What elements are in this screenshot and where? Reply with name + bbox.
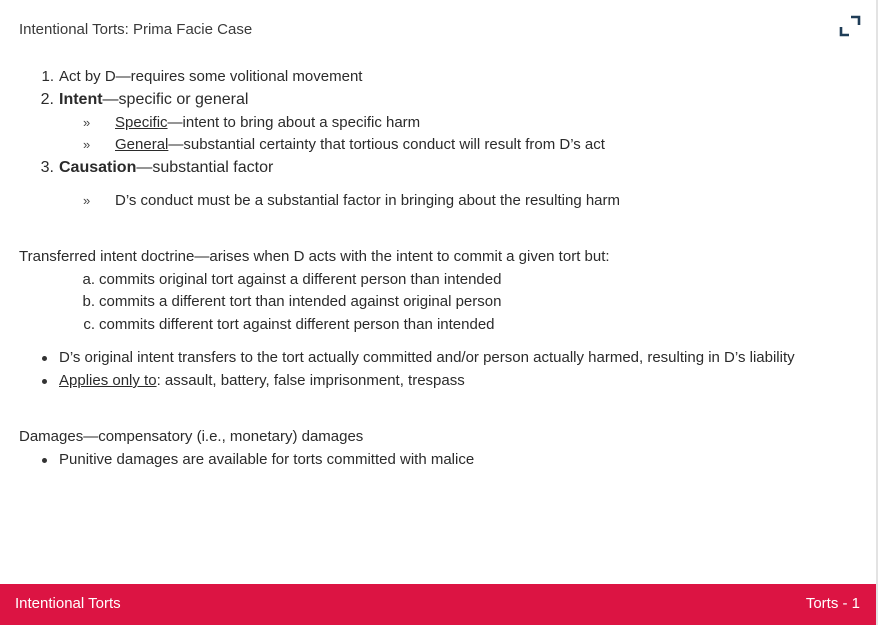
damages-heading: Damages—compensatory (i.e., monetary) damages <box>19 428 364 445</box>
chevron-right-icon: » <box>83 115 91 130</box>
sub-term: General <box>115 136 169 153</box>
bullet-icon <box>42 379 47 384</box>
footer-page-label: Torts - 1 <box>805 595 860 612</box>
element-text: Act by D—requires some volitional movement <box>59 68 363 85</box>
element-text: —substantial factor <box>136 159 274 176</box>
element-text: —specific or general <box>102 91 249 108</box>
bullet-icon <box>42 458 47 463</box>
sub-text: —intent to bring about a specific harm <box>167 114 421 131</box>
element-term: Intent <box>59 91 103 108</box>
element-term: Causation <box>59 159 137 176</box>
footer-section-title: Intentional Torts <box>15 595 121 612</box>
element-number: 1. <box>41 68 54 85</box>
sub-text: D’s conduct must be a substantial factor in bringing about the resulting harm <box>115 192 621 209</box>
chevron-right-icon: » <box>83 137 91 152</box>
bullet-icon <box>42 356 47 361</box>
expand-icon[interactable] <box>838 14 862 38</box>
sub-term: Specific <box>115 114 168 131</box>
sub-text: —substantial certainty that tortious conduct will result from D’s act <box>168 136 605 153</box>
outline-page: Intentional Torts: Prima Facie Case 1. Act by D—requires some volitional movement 2. Intent—specific or general » Specific—intent to bring about a specific harm » General—substantial certainty that tortious conduct will result from D’s act 3. Causation—substantial factor » D’s conduct must be a substantial factor in bringing about the resulting harm Transferred intent doctrine—arises when D acts with the intent to commit a given tort but: a. commits original tort against a different person than intended b. commits a different tort than intended against original person c. commits different tort against different person than intended D’s original intent transfers to the tort actually committed and/or person actually harmed, resulting in D’s liability Applies only to: assault, battery, false imprisonment, trespass Damages—compensatory (i.e., monetary) damages Punitive damages are available for torts committed with malice Intentional Torts Torts - 1 <box>0 0 878 625</box>
page-title: Intentional Torts: Prima Facie Case <box>19 21 253 38</box>
footer-bar <box>0 584 876 625</box>
chevron-right-icon: » <box>83 193 91 208</box>
element-number: 3. <box>40 159 54 176</box>
element-number: 2. <box>40 91 54 108</box>
transferred-intent-heading: Transferred intent doctrine—arises when D acts with the intent to commit a given tort but: <box>19 248 610 265</box>
